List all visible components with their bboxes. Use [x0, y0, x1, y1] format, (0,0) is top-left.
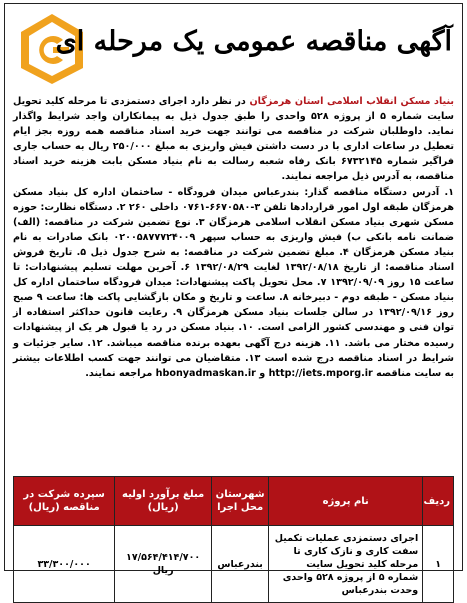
notice-title: آگهی مناقصه عمومی یک مرحله ای [55, 26, 452, 57]
closing-text: مراجعه نمایند. [85, 367, 156, 379]
tender-notice [4, 3, 463, 596]
notice-body [13, 94, 454, 381]
site-join-text: و [255, 367, 269, 379]
header-estimate: مبلغ برآورد اولیه (ریال) [115, 477, 212, 526]
conditions-text: ۱. آدرس دستگاه مناقصه گذار: بندرعباس میدان فرودگاه - ساختمان اداره کل بنیاد مسکن هرمزگان طبقه اول امور قراردادها تلفن ۳-۶۶۷۰۵۸۰-۰۷۶۱ داخلی ۲۶۰ ۲. دستگاه نظارت: حوزه مسکن شهری بنیاد مسکن انقلاب اسلامی هرمزگان ۳. نوع تضمین شرکت در مناقصه: (الف) ضمانت نامه بانکی ب) فیش واریزی به حساب سپهر ۰۲۰۰۵۸۷۷۷۲۴۰۰۹ بانک صادرات به نام بنیاد مسکن هرمزگان ۴. مبلغ تضمین شرکت در مناقصه: به شرح جدول ذیل ۵. تاریخ فروش اسناد مناقصه: از تاریخ ۱۳۹۲/۰۸/۱۸ لغایت ۱۳۹۲/۰۸/۲۹ ۶. آخرین مهلت تسلیم پیشنهادات: تا ساعت ۱۵ روز ۱۳۹۲/۰۹/۰۹ ۷. محل تحویل پاکت پیشنهادات: میدان فرودگاه ساختمان اداره کل بنیاد مسکن - طبقه دوم - دبیرخانه ۸. ساعت و تاریخ و مکان بازگشایی پاکت ها: ساعت ۹ صبح روز ۱۳۹۲/۰۹/۱۶ در سالن جلسات بنیاد مسکن هرمزگان ۹. رعایت قانون حداکثر استفاده از توان فنی و مهندسی کشور الزامی است. ۱۰. بنیاد مسکن در رد یا قبول هر یک از پیشنهادات رسیده مختار می باشد. ۱۱. هزینه درج آگهی بعهده برنده مناقصه میباشد. ۱۲. سایر جزئیات و شرایط در اسناد مناقصه درج شده است ۱۳. متقاضیان می توانند جهت کسب اطلاعات بیشتر به سایت مناقصه [13, 186, 455, 379]
intro-paragraph [13, 94, 454, 185]
organization-name: بنیاد مسکن انقلاب اسلامی استان هرمزگان [249, 96, 454, 107]
table-header-row [14, 477, 454, 526]
header-row-number: ردیف [423, 477, 454, 526]
conditions-paragraph [13, 185, 454, 381]
tender-table [13, 476, 454, 603]
bonyad-site-link[interactable]: hbonyadmaskan.ir [155, 367, 256, 379]
header-project-name: نام پروژه [269, 477, 423, 526]
estimate-amount: ۱۷/۵۶۴/۴۱۴/۷۰۰ ریال [115, 526, 212, 603]
project-city: بندرعباس [212, 526, 269, 603]
header-city: شهرستان محل اجرا [212, 477, 269, 526]
tender-site-link[interactable]: http://iets.mporg.ir [268, 367, 373, 379]
intro-text: در نظر دارد اجرای دستمزدی تا مرحله کلید تحویل سایت شماره ۵ از پروژه ۵۲۸ واحدی را طبق جدول ذیل به پیمانکاران واجد شرایط واگذار نماید. داوطلبان شرکت در مناقصه می توانند جهت خرید اسناد مناقصه همه روزه بجز ایام تعطیل در ساعات اداری با در دست داشتن فیش واریزی به مبلغ ۲۵۰/۰۰۰ ریال به حساب جاری فراگیر شماره ۶۷۳۲۱۴۵ بانک رفاه شعبه رسالت به نام بنیاد مسکن بابت هزینه خرید اسناد مناقصه، به آدرس ذیل مراجعه نمایند. [13, 96, 455, 183]
project-name: اجرای دستمزدی عملیات تکمیل سفت کاری و نازک کاری تا مرحله کلید تحویل سایت شماره ۵ از پروژه ۵۲۸ واحدی وحدت بندرعباس [269, 526, 423, 603]
header-deposit: سپرده شرکت در مناقصه (ریال) [14, 477, 115, 526]
deposit-amount: ۳۳/۳۰۰/۰۰۰ [14, 526, 115, 603]
row-number: ۱ [423, 526, 454, 603]
table-row [14, 526, 454, 603]
